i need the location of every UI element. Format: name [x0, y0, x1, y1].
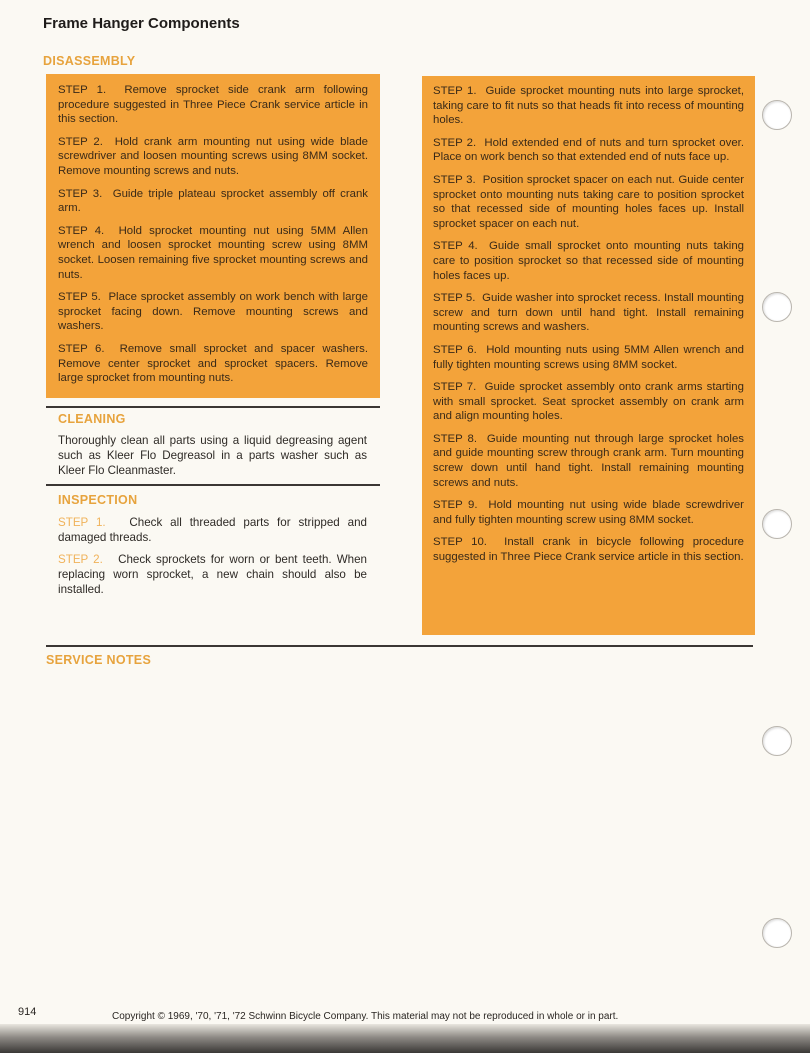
assembly-step: STEP 2. Hold extended end of nuts and turn sprocket over. Place on work bench so that extended end of nuts face up. [433, 136, 744, 164]
copyright-notice: Copyright © 1969, '70, '71, '72 Schwinn Bicycle Company. This material may not be reproduced in whole or in part. [112, 1011, 619, 1022]
punch-hole [762, 292, 792, 322]
punch-hole [762, 726, 792, 756]
disassembly-step: STEP 3. Guide triple plateau sprocket assembly off crank arm. [58, 187, 368, 215]
inspection-step: STEP 1. Check all threaded parts for stripped and damaged threads. [58, 516, 368, 544]
assembly-step: STEP 1. Guide sprocket mounting nuts into large sprocket, taking care to fit nuts so that heads fit into recess of mounting holes. [433, 85, 744, 127]
disassembly-step: STEP 1. Remove sprocket side crank arm following procedure suggested in Three Piece Crank service article in this section. [58, 84, 368, 126]
disassembly-step: STEP 5. Place sprocket assembly on work bench with large sprocket facing down. Remove mounting screws and washers. [58, 291, 368, 333]
punch-hole [762, 918, 792, 948]
inspection-heading: INSPECTION [58, 493, 138, 507]
assembly-step: STEP 4. Guide small sprocket onto mounting nuts taking care to position sprocket so that recessed side of mounting holes faces up. [433, 240, 744, 282]
cleaning-heading: CLEANING [58, 412, 126, 426]
punch-hole [762, 100, 792, 130]
inspection-steps [58, 515, 367, 604]
punch-hole [762, 509, 792, 539]
assembly-step: STEP 8. Guide mounting nut through large sprocket holes and guide mounting screw through crank arm. Turn mounting screw down until hand tight. Install remaining mounting screws and nuts. [433, 432, 744, 489]
page-number: 914 [18, 1006, 37, 1018]
disassembly-step: STEP 2. Hold crank arm mounting nut using wide blade screwdriver and loosen mounting screws using 8MM socket. Remove mounting screws and nuts. [58, 135, 368, 177]
assembly-step: STEP 9. Hold mounting nut using wide blade screwdriver and fully tighten mounting screw using 8MM socket. [433, 499, 744, 526]
assembly-step: STEP 6. Hold mounting nuts using 5MM Allen wrench and fully tighten mounting screws using 8MM socket. [433, 343, 744, 371]
disassembly-step: STEP 6. Remove small sprocket and spacer washers. Remove center sprocket and sprocket spacers. Remove large sprocket from mounting nuts. [58, 342, 368, 385]
assembly-step: STEP 3. Position sprocket spacer on each nut. Guide center sprocket onto mounting nuts taking care to position sprocket so that recessed side of mounting holes faces up. Install sprocket spacer on each nut. [433, 173, 744, 230]
page-edge-shadow [0, 1024, 810, 1053]
disassembly-heading: DISASSEMBLY [43, 54, 136, 68]
assembly-step: STEP 10. Install crank in bicycle following procedure suggested in Three Piece Crank service article in this section. [433, 536, 744, 564]
section-divider [46, 406, 380, 408]
disassembly-panel [46, 74, 380, 398]
service-notes-heading: SERVICE NOTES [46, 653, 152, 667]
inspection-step: STEP 2. Check sprockets for worn or bent teeth. When replacing worn sprocket, a new chain should also be installed. [58, 553, 367, 596]
service-notes-divider [46, 645, 753, 647]
cleaning-text: Thoroughly clean all parts using a liquid degreasing agent such as Kleer Flo Degreasol in a parts washer such as Kleer Flo Cleanmaster. [58, 434, 367, 477]
assembly-step: STEP 5. Guide washer into sprocket recess. Install mounting screw and turn down until hand tight. Install remaining mounting screws and washers. [433, 292, 744, 334]
section-divider [46, 484, 380, 486]
page-title: Frame Hanger Components [43, 15, 240, 32]
disassembly-step: STEP 4. Hold sprocket mounting nut using 5MM Allen wrench and loosen sprocket mounting screw using 8MM socket. Loosen remaining five sprocket mounting screws and nuts. [58, 224, 368, 281]
assembly-panel [422, 76, 755, 635]
assembly-step: STEP 7. Guide sprocket assembly onto crank arms starting with small sprocket. Seat sprocket assembly on crank arm and align mounting holes. [433, 381, 744, 423]
